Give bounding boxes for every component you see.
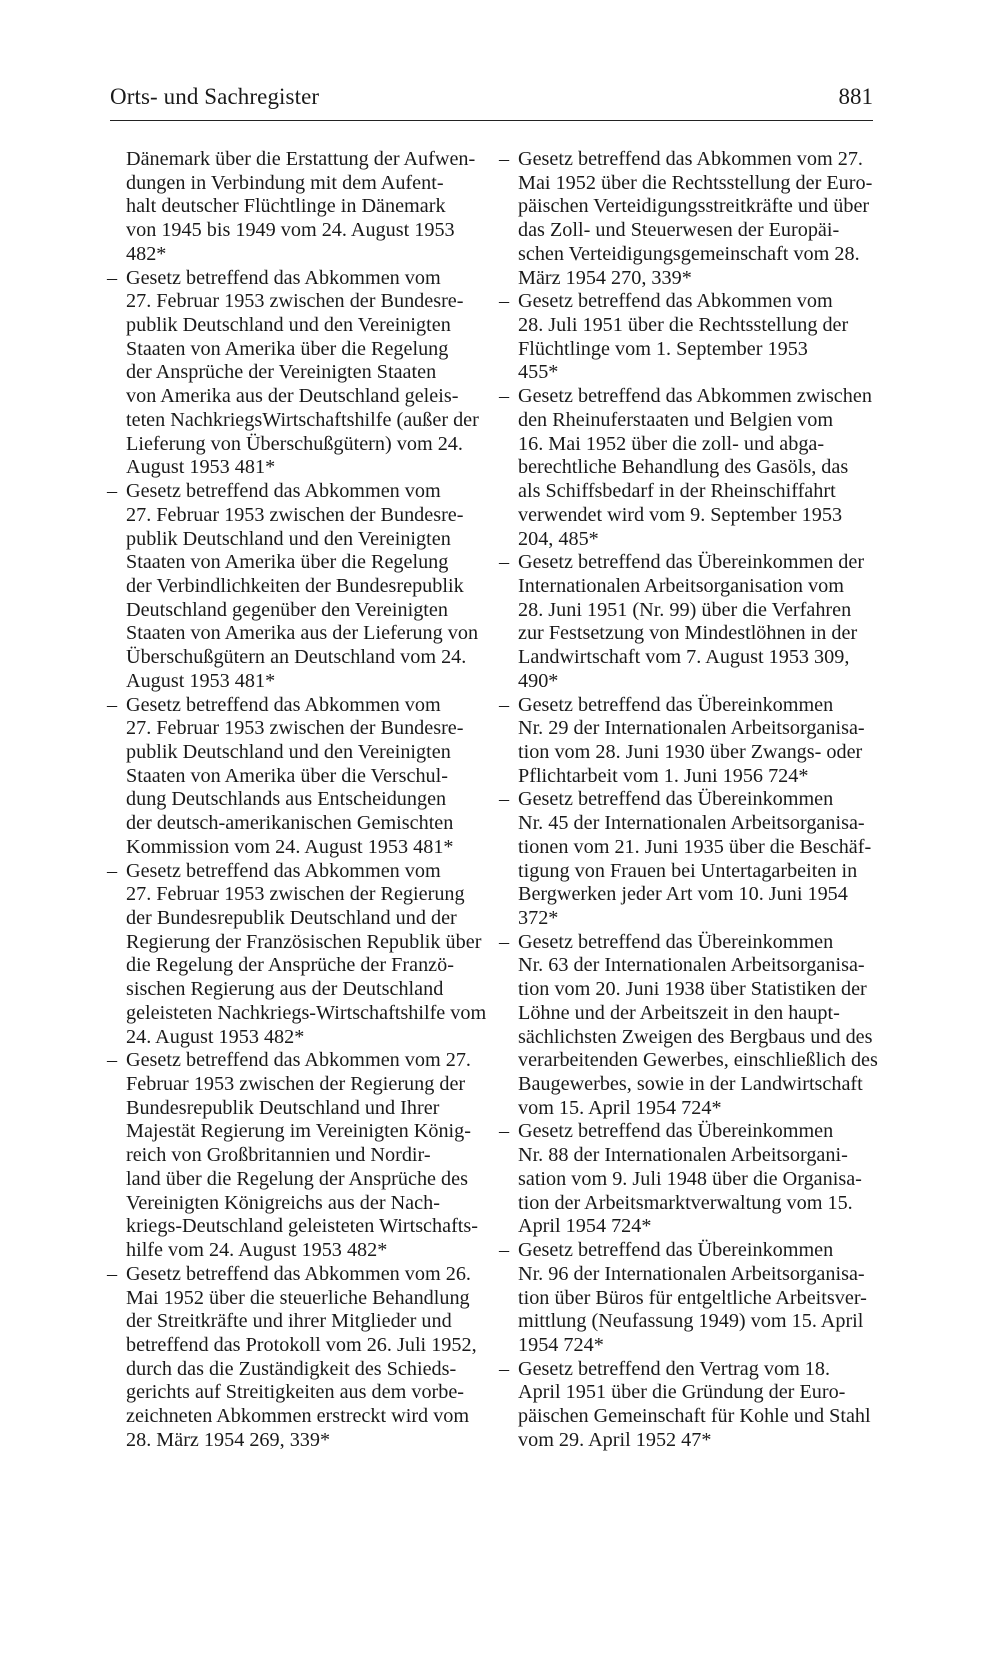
entry-line: Nr. 88 der Internationalen Arbeitsorgani- xyxy=(518,1144,848,1167)
entry-line: August 1953 481* xyxy=(126,456,276,479)
entry-line: Löhne und der Arbeitszeit in den haupt- xyxy=(518,1001,840,1024)
entry-line: Kommission vom 24. August 1953 481* xyxy=(126,835,454,858)
entry-line: hilfe vom 24. August 1953 482* xyxy=(126,1239,388,1262)
entry-line: Staaten von Amerika über die Verschul- xyxy=(126,764,448,787)
entry-line: – Gesetz betreffend das Übereinkommen xyxy=(518,1120,834,1143)
entry-line: Staaten von Amerika über die Regelung xyxy=(126,551,449,574)
entry-line: – Gesetz betreffend das Übereinkommen xyxy=(518,693,834,716)
entry-line: – Gesetz betreffend das Übereinkommen xyxy=(518,930,834,953)
entry-line: Nr. 96 der Internationalen Arbeitsorganisa- xyxy=(518,1262,865,1285)
index-entry xyxy=(110,1049,478,1262)
entry-line: tion vom 20. Juni 1938 über Statistiken der xyxy=(518,978,867,1001)
entry-line: tion der Arbeitsmarktverwaltung vom 15. xyxy=(518,1191,853,1214)
entry-line: sischen Regierung aus der Deutschland xyxy=(126,978,444,1001)
entry-line: päischen Verteidigungsstreitkräfte und über xyxy=(518,195,870,218)
entry-line: 28. Juli 1951 über die Rechtsstellung der xyxy=(518,314,849,337)
entry-line: publik Deutschland und den Vereinigten xyxy=(126,314,451,337)
right-column xyxy=(502,148,878,1453)
entry-line: land über die Regelung der Ansprüche des xyxy=(126,1167,468,1190)
entry-line: verarbeitenden Gewerbes, einschließlich des xyxy=(518,1049,878,1072)
index-entry xyxy=(110,266,479,480)
entry-line: sation vom 9. Juli 1948 über die Organisa- xyxy=(518,1167,862,1190)
entry-line: von 1945 bis 1949 vom 24. August 1953 xyxy=(126,219,455,242)
entry-line: – Gesetz betreffend das Abkommen vom 27. xyxy=(518,148,863,170)
entry-line: – Gesetz betreffend das Übereinkommen xyxy=(518,1239,834,1262)
entry-line: 490* xyxy=(518,669,559,692)
entry-line: Landwirtschaft vom 7. August 1953 309, xyxy=(518,646,850,669)
entry-line: tion vom 28. Juni 1930 über Zwangs- oder xyxy=(518,740,863,763)
entry-line: Deutschland gegenüber den Vereinigten xyxy=(126,598,448,621)
entry-line: berechtliche Behandlung des Gasöls, das xyxy=(518,456,849,479)
entry-line: 28. Juni 1951 (Nr. 99) über die Verfahren xyxy=(518,598,852,621)
entry-line: dungen in Verbindung mit dem Aufent- xyxy=(126,171,444,194)
entry-line: April 1951 über die Gründung der Euro- xyxy=(518,1381,846,1404)
index-entry xyxy=(502,385,872,551)
entry-line: Februar 1953 zwischen der Regierung der xyxy=(126,1073,466,1096)
entry-line: Bergwerken jeder Art vom 10. Juni 1954 xyxy=(518,883,848,906)
entry-line: – Gesetz betreffend das Abkommen vom 27. xyxy=(126,1049,471,1072)
entry-line: 482* xyxy=(126,242,167,265)
entry-line: 455* xyxy=(518,361,559,384)
entry-line: der Ansprüche der Vereinigten Staaten xyxy=(126,361,437,384)
entry-line: der deutsch-amerikanischen Gemischten xyxy=(126,812,454,835)
entry-line: Regierung der Französischen Republik über xyxy=(126,930,482,953)
entry-line: Baugewerbes, sowie in der Landwirtschaft xyxy=(518,1073,863,1096)
entry-line: kriegs-Deutschland geleisteten Wirtschafts- xyxy=(126,1215,478,1238)
entry-line: Pflichtarbeit vom 1. Juni 1956 724* xyxy=(518,764,809,787)
entry-line: vom 29. April 1952 47* xyxy=(518,1428,712,1451)
entry-line: schen Verteidigungsgemeinschaft vom 28. xyxy=(518,242,860,265)
entry-line: sächlichsten Zweigen des Bergbaus und des xyxy=(518,1025,873,1048)
entry-line: der Bundesrepublik Deutschland und der xyxy=(126,907,457,929)
entry-line: Dänemark über die Erstattung der Aufwen- xyxy=(126,148,476,170)
index-entry xyxy=(502,1239,867,1358)
entry-line: März 1954 270, 339* xyxy=(518,266,692,289)
entry-line: Mai 1952 über die Rechtsstellung der Euro- xyxy=(518,171,873,194)
entry-line: geleisteten Nachkriegs-Wirtschaftshilfe vom xyxy=(126,1001,487,1024)
entry-line: Nr. 63 der Internationalen Arbeitsorganisa- xyxy=(518,954,865,977)
entry-line: April 1954 724* xyxy=(518,1215,652,1238)
entry-line: 28. März 1954 269, 339* xyxy=(126,1428,331,1451)
entry-line: – Gesetz betreffend das Abkommen vom xyxy=(126,859,441,882)
entry-line: 27. Februar 1953 zwischen der Regierung xyxy=(126,883,465,906)
entry-line: Nr. 45 der Internationalen Arbeitsorganisa- xyxy=(518,812,865,835)
entry-line: Staaten von Amerika über die Regelung xyxy=(126,337,449,360)
entry-line: 16. Mai 1952 über die zoll- und abga- xyxy=(518,432,825,455)
index-entry xyxy=(502,551,865,693)
page-number: 881 xyxy=(838,84,873,109)
index-entry xyxy=(502,1357,871,1453)
entry-line: – Gesetz betreffend das Übereinkommen xyxy=(518,788,834,811)
entry-line: – Gesetz betreffend das Abkommen vom xyxy=(126,480,441,503)
entry-line: Nr. 29 der Internationalen Arbeitsorganisa- xyxy=(518,717,865,740)
entry-line: Vereinigten Königreichs aus der Nach- xyxy=(126,1191,440,1214)
entry-line: Lieferung von Überschußgütern) vom 24. xyxy=(126,432,463,455)
entry-line: der Verbindlichkeiten der Bundesrepublik xyxy=(126,574,464,597)
entry-line: tion über Büros für entgeltliche Arbeitsver- xyxy=(518,1286,867,1309)
running-header xyxy=(110,80,873,121)
header-title: Orts- und Sachregister xyxy=(110,84,320,109)
entry-line: zur Festsetzung von Mindestlöhnen in der xyxy=(518,622,858,645)
index-entry xyxy=(502,930,878,1121)
left-column xyxy=(110,148,487,1453)
entry-line: 27. Februar 1953 zwischen der Bundesre- xyxy=(126,717,464,740)
entry-line: Flüchtlinge vom 1. September 1953 xyxy=(518,337,808,360)
entry-line: halt deutscher Flüchtlinge in Dänemark xyxy=(126,195,446,218)
index-entry xyxy=(502,788,872,930)
entry-line: durch das die Zuständigkeit des Schieds- xyxy=(126,1357,457,1380)
entry-line: reich von Großbritannien und Nordir- xyxy=(126,1144,431,1167)
index-entry xyxy=(502,693,865,789)
index-entry xyxy=(110,859,487,1050)
entry-line: tionen vom 21. Juni 1935 über die Beschäf- xyxy=(518,835,872,858)
entry-line: 27. Februar 1953 zwischen der Bundesre- xyxy=(126,503,464,526)
entry-line: mittlung (Neufassung 1949) vom 15. April xyxy=(518,1310,864,1333)
index-entry xyxy=(502,1120,862,1239)
entry-line: teten NachkriegsWirtschaftshilfe (außer der xyxy=(126,408,479,431)
entry-line: August 1953 481* xyxy=(126,669,276,692)
entry-line: Staaten von Amerika aus der Lieferung von xyxy=(126,622,479,645)
entry-line: 204, 485* xyxy=(518,527,599,550)
entry-line: verwendet wird vom 9. September 1953 xyxy=(518,503,843,526)
index-entry xyxy=(110,480,479,693)
entry-line: die Regelung der Ansprüche der Franzö- xyxy=(126,954,454,977)
entry-line: 27. Februar 1953 zwischen der Bundesre- xyxy=(126,290,464,313)
entry-line: 1954 724* xyxy=(518,1333,604,1356)
entry-line: Majestät Regierung im Vereinigten König- xyxy=(126,1120,471,1143)
entry-line: Internationalen Arbeitsorganisation vom xyxy=(518,574,844,597)
entry-line: – Gesetz betreffend den Vertrag vom 18. xyxy=(518,1357,831,1380)
entry-line: Überschußgütern an Deutschland vom 24. xyxy=(126,646,467,669)
entry-line: den Rheinuferstaaten und Belgien vom xyxy=(518,408,834,431)
index-entry xyxy=(110,693,464,860)
entry-line: tigung von Frauen bei Untertagarbeiten in xyxy=(518,859,858,882)
entry-line: 372* xyxy=(518,907,559,929)
entry-line: Mai 1952 über die steuerliche Behandlung xyxy=(126,1286,470,1309)
entry-line: päischen Gemeinschaft für Kohle und Stahl xyxy=(518,1405,871,1428)
entry-line: vom 15. April 1954 724* xyxy=(518,1096,722,1119)
index-entry xyxy=(502,290,852,385)
index-entry xyxy=(110,1262,477,1453)
entry-line: Bundesrepublik Deutschland und Ihrer xyxy=(126,1096,440,1119)
entry-line: von Amerika aus der Deutschland geleis- xyxy=(126,385,459,408)
entry-line: der Streitkräfte und ihrer Mitglieder und xyxy=(126,1310,452,1333)
entry-line: – Gesetz betreffend das Abkommen vom 26. xyxy=(126,1262,471,1285)
entry-line: publik Deutschland und den Vereinigten xyxy=(126,740,451,763)
entry-line: – Gesetz betreffend das Abkommen zwischen xyxy=(518,385,872,408)
entry-line: – Gesetz betreffend das Abkommen vom xyxy=(126,693,441,716)
entry-line: – Gesetz betreffend das Abkommen vom xyxy=(518,290,833,313)
entry-line: 24. August 1953 482* xyxy=(126,1025,305,1048)
entry-line: als Schiffsbedarf in der Rheinschiffahrt xyxy=(518,480,836,503)
entry-line: – Gesetz betreffend das Abkommen vom xyxy=(126,266,441,289)
entry-line: dung Deutschlands aus Entscheidungen xyxy=(126,788,447,811)
entry-line: – Gesetz betreffend das Übereinkommen der xyxy=(518,551,865,574)
index-entry xyxy=(502,148,873,290)
entry-line: zeichneten Abkommen erstreckt wird vom xyxy=(126,1405,470,1428)
entry-line: betreffend das Protokoll vom 26. Juli 1952, xyxy=(126,1333,477,1356)
entry-line: das Zoll- und Steuerwesen der Europäi- xyxy=(518,219,840,242)
index-entry xyxy=(110,148,476,267)
entry-line: publik Deutschland und den Vereinigten xyxy=(126,527,451,550)
entry-line: gerichts auf Streitigkeiten aus dem vorbe- xyxy=(126,1381,465,1404)
